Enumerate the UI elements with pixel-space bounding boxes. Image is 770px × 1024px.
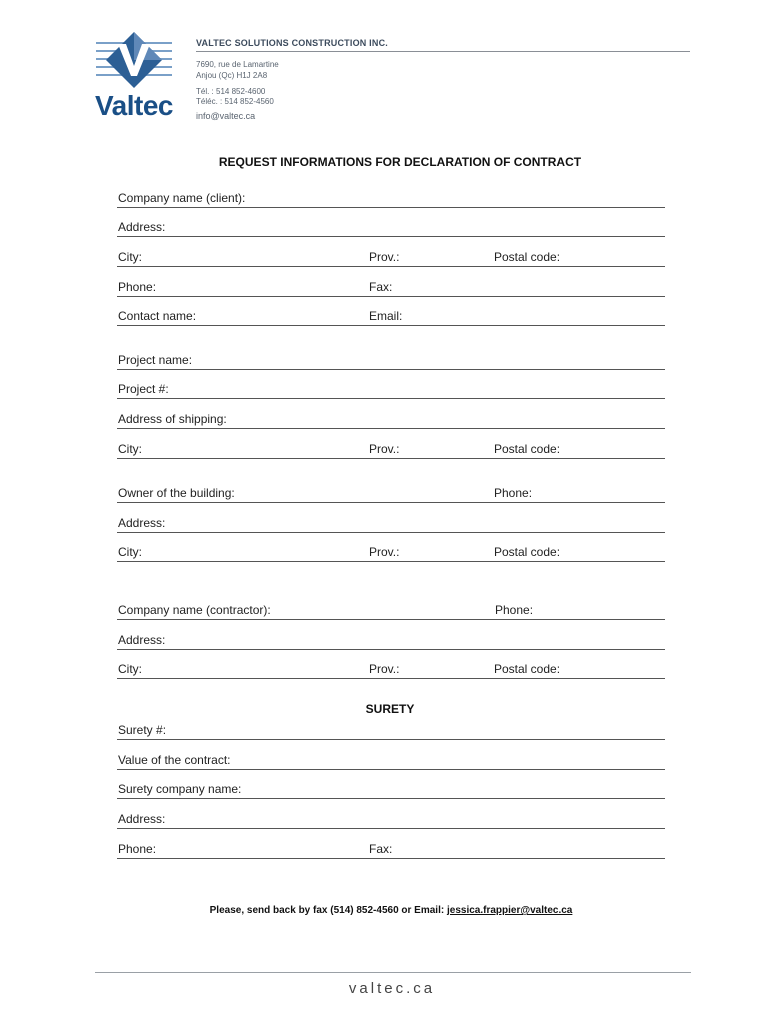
surety-number-label: Surety #: — [118, 723, 167, 737]
valtec-logo — [88, 30, 180, 125]
client-postal-label: Postal code: — [494, 250, 561, 264]
shipping-address-row[interactable] — [117, 413, 665, 429]
field-line — [117, 858, 665, 859]
client-city-label: City: — [118, 250, 142, 264]
contractor-company-row[interactable] — [117, 604, 665, 620]
owner-address-row[interactable] — [117, 517, 665, 533]
return-instructions-text: Please, send back by fax (514) 852-4560 or Email: — [209, 905, 447, 916]
surety-number-row[interactable] — [117, 724, 665, 740]
client-company-row[interactable] — [117, 192, 665, 208]
client-fax-label: Fax: — [369, 280, 393, 294]
logo-emblem-icon — [88, 30, 180, 90]
footer-divider — [95, 972, 691, 973]
project-number-label: Project #: — [118, 382, 169, 396]
address-line-2: Anjou (Qc) H1J 2A8 — [196, 71, 268, 80]
project-number-row[interactable] — [117, 383, 665, 399]
field-line — [117, 296, 665, 297]
field-line — [117, 398, 665, 399]
owner-phone-label: Phone: — [494, 486, 533, 500]
field-line — [117, 532, 665, 533]
owner-label: Owner of the building: — [118, 486, 235, 500]
owner-city-label: City: — [118, 545, 142, 559]
field-line — [117, 828, 665, 829]
shipping-address-label: Address of shipping: — [118, 412, 227, 426]
field-line — [117, 207, 665, 208]
address-line-1: 7690, rue de Lamartine — [196, 60, 279, 69]
return-instructions — [0, 905, 770, 916]
client-city-row[interactable] — [117, 251, 665, 267]
contractor-city-row[interactable] — [117, 663, 665, 679]
surety-address-label: Address: — [118, 812, 166, 826]
surety-company-row[interactable] — [117, 783, 665, 799]
client-phone-label: Phone: — [118, 280, 157, 294]
client-address-label: Address: — [118, 220, 166, 234]
contract-value-row[interactable] — [117, 754, 665, 770]
contractor-address-row[interactable] — [117, 634, 665, 650]
field-line — [117, 798, 665, 799]
client-email-label: Email: — [369, 309, 403, 323]
client-company-label: Company name (client): — [118, 191, 246, 205]
surety-fax-label: Fax: — [369, 842, 393, 856]
header-fax: Téléc. : 514 852-4560 — [196, 97, 274, 106]
client-prov-label: Prov.: — [369, 250, 400, 264]
owner-prov-label: Prov.: — [369, 545, 400, 559]
contractor-postal-label: Postal code: — [494, 662, 561, 676]
contractor-address-label: Address: — [118, 633, 166, 647]
contract-value-label: Value of the contract: — [118, 753, 231, 767]
contractor-company-label: Company name (contractor): — [118, 603, 271, 617]
surety-phone-label: Phone: — [118, 842, 157, 856]
contractor-prov-label: Prov.: — [369, 662, 400, 676]
field-line — [117, 649, 665, 650]
field-line — [117, 678, 665, 679]
surety-phone-row[interactable] — [117, 843, 665, 859]
surety-company-label: Surety company name: — [118, 782, 242, 796]
project-city-row[interactable] — [117, 443, 665, 459]
logo-wordmark: Valtec — [95, 90, 173, 121]
form-title: REQUEST INFORMATIONS FOR DECLARATION OF CONTRACT — [218, 155, 582, 169]
field-line — [117, 428, 665, 429]
field-line — [117, 325, 665, 326]
client-contact-row[interactable] — [117, 310, 665, 326]
contractor-city-label: City: — [118, 662, 142, 676]
header-email: info@valtec.ca — [196, 111, 256, 121]
surety-section-title: SURETY — [365, 702, 415, 716]
project-postal-label: Postal code: — [494, 442, 561, 456]
contractor-phone-label: Phone: — [495, 603, 534, 617]
field-line — [117, 769, 665, 770]
field-line — [117, 266, 665, 267]
field-line — [117, 619, 665, 620]
owner-postal-label: Postal code: — [494, 545, 561, 559]
client-phone-row[interactable] — [117, 281, 665, 297]
client-contact-label: Contact name: — [118, 309, 197, 323]
surety-address-row[interactable] — [117, 813, 665, 829]
project-name-row[interactable] — [117, 354, 665, 370]
contact-email-link[interactable]: jessica.frappier@valtec.ca — [446, 905, 573, 916]
owner-row[interactable] — [117, 487, 665, 503]
field-line — [117, 739, 665, 740]
project-city-label: City: — [118, 442, 142, 456]
company-name: VALTEC SOLUTIONS CONSTRUCTION INC. — [196, 38, 388, 48]
project-name-label: Project name: — [118, 353, 193, 367]
project-prov-label: Prov.: — [369, 442, 400, 456]
header-phone: Tél. : 514 852-4600 — [196, 87, 266, 96]
owner-address-label: Address: — [118, 516, 166, 530]
field-line — [117, 502, 665, 503]
footer-website: valtec.ca — [348, 980, 436, 997]
field-line — [117, 561, 665, 562]
field-line — [117, 458, 665, 459]
field-line — [117, 369, 665, 370]
owner-city-row[interactable] — [117, 546, 665, 562]
client-address-row[interactable] — [117, 221, 665, 237]
header-divider — [196, 51, 690, 52]
field-line — [117, 236, 665, 237]
